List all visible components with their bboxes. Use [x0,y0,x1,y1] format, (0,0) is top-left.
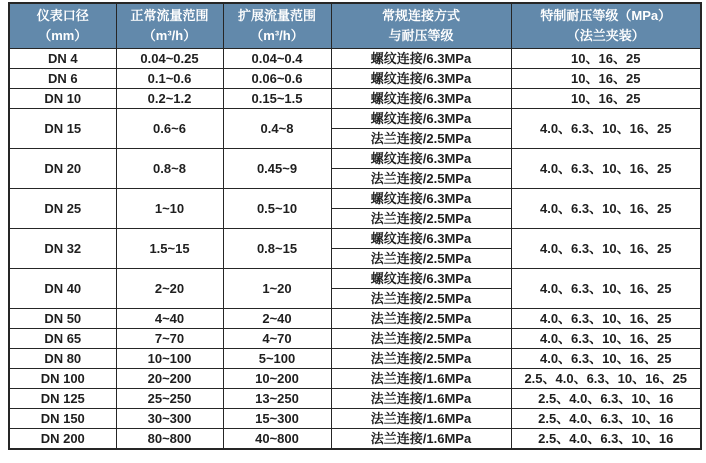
extended-flow-cell: 40~800 [223,429,331,450]
extended-flow-cell: 13~250 [223,389,331,409]
special-pressure-cell: 2.5、4.0、6.3、10、16 [511,409,701,429]
extended-flow-cell: 0.45~9 [223,149,331,189]
diameter-cell: DN 25 [9,189,116,229]
normal-flow-cell: 1~10 [116,189,223,229]
diameter-cell: DN 80 [9,349,116,369]
header-special-pressure [511,3,701,49]
special-pressure-cell: 4.0、6.3、10、16、25 [511,189,701,229]
special-pressure-cell: 2.5、4.0、6.3、10、16、25 [511,369,701,389]
diameter-cell: DN 50 [9,309,116,329]
connection-cell: 螺纹连接/6.3MPa [331,229,511,249]
connection-cell: 法兰连接/2.5MPa [331,209,511,229]
connection-cell: 螺纹连接/6.3MPa [331,149,511,169]
connection-cell: 法兰连接/2.5MPa [331,309,511,329]
table-row [9,329,701,349]
extended-flow-cell: 1~20 [223,269,331,309]
special-pressure-cell: 10、16、25 [511,69,701,89]
extended-flow-cell: 0.04~0.4 [223,49,331,69]
table-row [9,149,701,169]
special-pressure-cell: 2.5、4.0、6.3、10、16 [511,429,701,450]
diameter-cell: DN 20 [9,149,116,189]
table-row [9,349,701,369]
special-pressure-cell: 4.0、6.3、10、16、25 [511,269,701,309]
diameter-cell: DN 125 [9,389,116,409]
flow-meter-spec-table [8,2,702,450]
normal-flow-cell: 30~300 [116,409,223,429]
normal-flow-cell: 25~250 [116,389,223,409]
table-row [9,89,701,109]
extended-flow-cell: 4~70 [223,329,331,349]
header-extended-flow-line2: （m³/h） [250,28,304,43]
connection-cell: 法兰连接/2.5MPa [331,289,511,309]
connection-cell: 法兰连接/2.5MPa [331,349,511,369]
special-pressure-cell: 4.0、6.3、10、16、25 [511,109,701,149]
header-connection [331,3,511,49]
special-pressure-cell: 4.0、6.3、10、16、25 [511,309,701,329]
normal-flow-cell: 4~40 [116,309,223,329]
extended-flow-cell: 0.8~15 [223,229,331,269]
header-diameter-line2: （mm） [38,28,88,43]
table-row [9,389,701,409]
connection-cell: 螺纹连接/6.3MPa [331,109,511,129]
normal-flow-cell: 0.1~0.6 [116,69,223,89]
connection-cell: 法兰连接/2.5MPa [331,129,511,149]
normal-flow-cell: 10~100 [116,349,223,369]
header-row [9,3,701,49]
header-connection-line2: 与耐压等级 [388,28,454,43]
header-special-pressure-line2: （法兰夹装） [566,28,645,43]
special-pressure-cell: 10、16、25 [511,49,701,69]
connection-cell: 法兰连接/1.6MPa [331,389,511,409]
diameter-cell: DN 40 [9,269,116,309]
header-special-pressure-line1: 特制耐压等级（MPa） [540,8,672,23]
special-pressure-cell: 4.0、6.3、10、16、25 [511,329,701,349]
table-row [9,309,701,329]
connection-cell: 螺纹连接/6.3MPa [331,269,511,289]
table-row [9,409,701,429]
diameter-cell: DN 65 [9,329,116,349]
special-pressure-cell: 10、16、25 [511,89,701,109]
header-normal-flow [116,3,223,49]
table-row [9,109,701,129]
diameter-cell: DN 32 [9,229,116,269]
extended-flow-cell: 0.06~0.6 [223,69,331,89]
diameter-cell: DN 15 [9,109,116,149]
normal-flow-cell: 80~800 [116,429,223,450]
extended-flow-cell: 15~300 [223,409,331,429]
extended-flow-cell: 0.4~8 [223,109,331,149]
normal-flow-cell: 0.04~0.25 [116,49,223,69]
table-header [9,3,701,49]
diameter-cell: DN 4 [9,49,116,69]
normal-flow-cell: 0.8~8 [116,149,223,189]
normal-flow-cell: 0.2~1.2 [116,89,223,109]
header-normal-flow-line2: （m³/h） [142,28,197,43]
normal-flow-cell: 2~20 [116,269,223,309]
normal-flow-cell: 0.6~6 [116,109,223,149]
diameter-cell: DN 6 [9,69,116,89]
header-normal-flow-line1: 正常流量范围 [130,8,209,23]
diameter-cell: DN 150 [9,409,116,429]
header-diameter [9,3,116,49]
normal-flow-cell: 1.5~15 [116,229,223,269]
table-row [9,269,701,289]
connection-cell: 法兰连接/1.6MPa [331,369,511,389]
table-row [9,189,701,209]
connection-cell: 法兰连接/1.6MPa [331,409,511,429]
connection-cell: 螺纹连接/6.3MPa [331,89,511,109]
header-extended-flow-line1: 扩展流量范围 [237,8,316,23]
header-diameter-line1: 仪表口径 [36,8,89,23]
connection-cell: 法兰连接/2.5MPa [331,249,511,269]
normal-flow-cell: 7~70 [116,329,223,349]
connection-cell: 螺纹连接/6.3MPa [331,69,511,89]
connection-cell: 螺纹连接/6.3MPa [331,49,511,69]
diameter-cell: DN 10 [9,89,116,109]
special-pressure-cell: 4.0、6.3、10、16、25 [511,149,701,189]
special-pressure-cell: 2.5、4.0、6.3、10、16 [511,389,701,409]
connection-cell: 法兰连接/2.5MPa [331,329,511,349]
table-row [9,69,701,89]
header-extended-flow [223,3,331,49]
special-pressure-cell: 4.0、6.3、10、16、25 [511,349,701,369]
special-pressure-cell: 4.0、6.3、10、16、25 [511,229,701,269]
extended-flow-cell: 10~200 [223,369,331,389]
connection-cell: 螺纹连接/6.3MPa [331,189,511,209]
extended-flow-cell: 0.15~1.5 [223,89,331,109]
extended-flow-cell: 2~40 [223,309,331,329]
connection-cell: 法兰连接/1.6MPa [331,429,511,450]
table-row [9,369,701,389]
table-body [9,49,701,450]
table-row [9,49,701,69]
diameter-cell: DN 100 [9,369,116,389]
diameter-cell: DN 200 [9,429,116,450]
normal-flow-cell: 20~200 [116,369,223,389]
extended-flow-cell: 0.5~10 [223,189,331,229]
extended-flow-cell: 5~100 [223,349,331,369]
table-row [9,229,701,249]
header-connection-line1: 常规连接方式 [381,8,460,23]
table-row [9,429,701,450]
connection-cell: 法兰连接/2.5MPa [331,169,511,189]
